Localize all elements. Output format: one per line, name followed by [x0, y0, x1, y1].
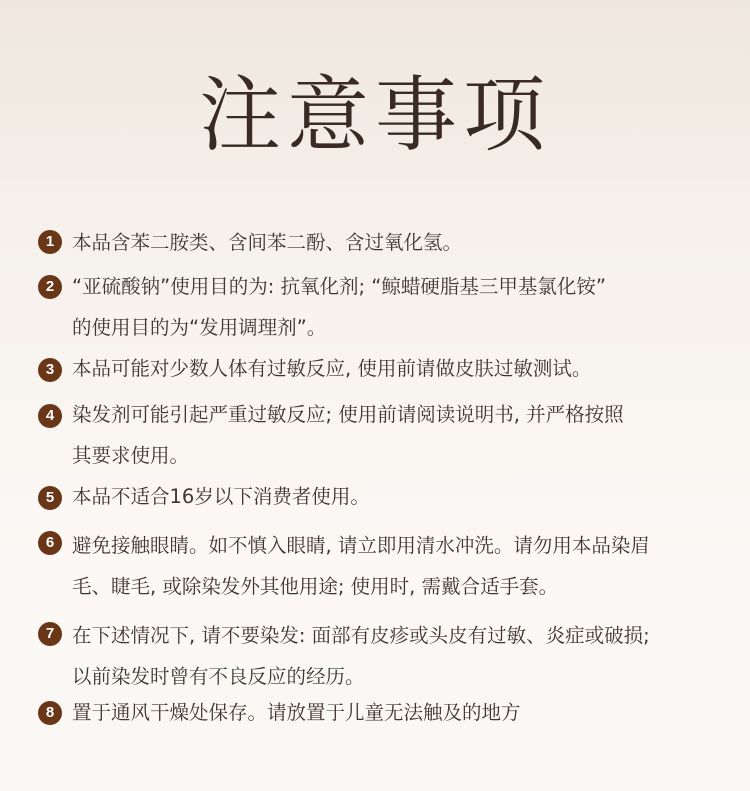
- item-text: 置于通风干燥处保存。请放置于儿童无法触及的地方: [72, 701, 521, 724]
- item-number-badge: 6: [38, 531, 62, 555]
- item-text: 避免接触眼睛。如不慎入眼睛, 请立即用清水冲洗。请勿用本品染眉 毛、睫毛, 或除染发外其他用途; 使用时, 需戴合适手套。: [72, 534, 650, 598]
- item-number-badge: 5: [38, 486, 62, 510]
- item-number-badge: 3: [38, 358, 62, 382]
- item-text: 染发剂可能引起严重过敏反应; 使用前请阅读说明书, 并严格按照 其要求使用。: [72, 403, 624, 467]
- item-text: 本品含苯二胺类、含间苯二酚、含过氧化氢。: [72, 231, 463, 254]
- item-number-badge: 7: [38, 622, 62, 646]
- item-text: 在下述情况下, 请不要染发: 面部有皮疹或头皮有过敏、炎症或破损; 以前染发时曾有不良反应的经历。: [72, 624, 650, 688]
- item-text: “亚硫酸钠”使用目的为: 抗氧化剂; “鲸蜡硬脂基三甲基氯化铵” 的使用目的为“发用调理剂”。: [72, 275, 606, 339]
- item-number-badge: 2: [38, 275, 62, 299]
- item-number-badge: 4: [38, 404, 62, 428]
- item-text: 本品可能对少数人体有过敏反应, 使用前请做皮肤过敏测试。: [72, 357, 592, 380]
- item-number-badge: 1: [38, 230, 62, 254]
- page-title: 注意事项: [198, 68, 551, 163]
- item-number-badge: 8: [38, 701, 62, 725]
- item-text: 本品不适合16岁以下消费者使用。: [72, 485, 370, 508]
